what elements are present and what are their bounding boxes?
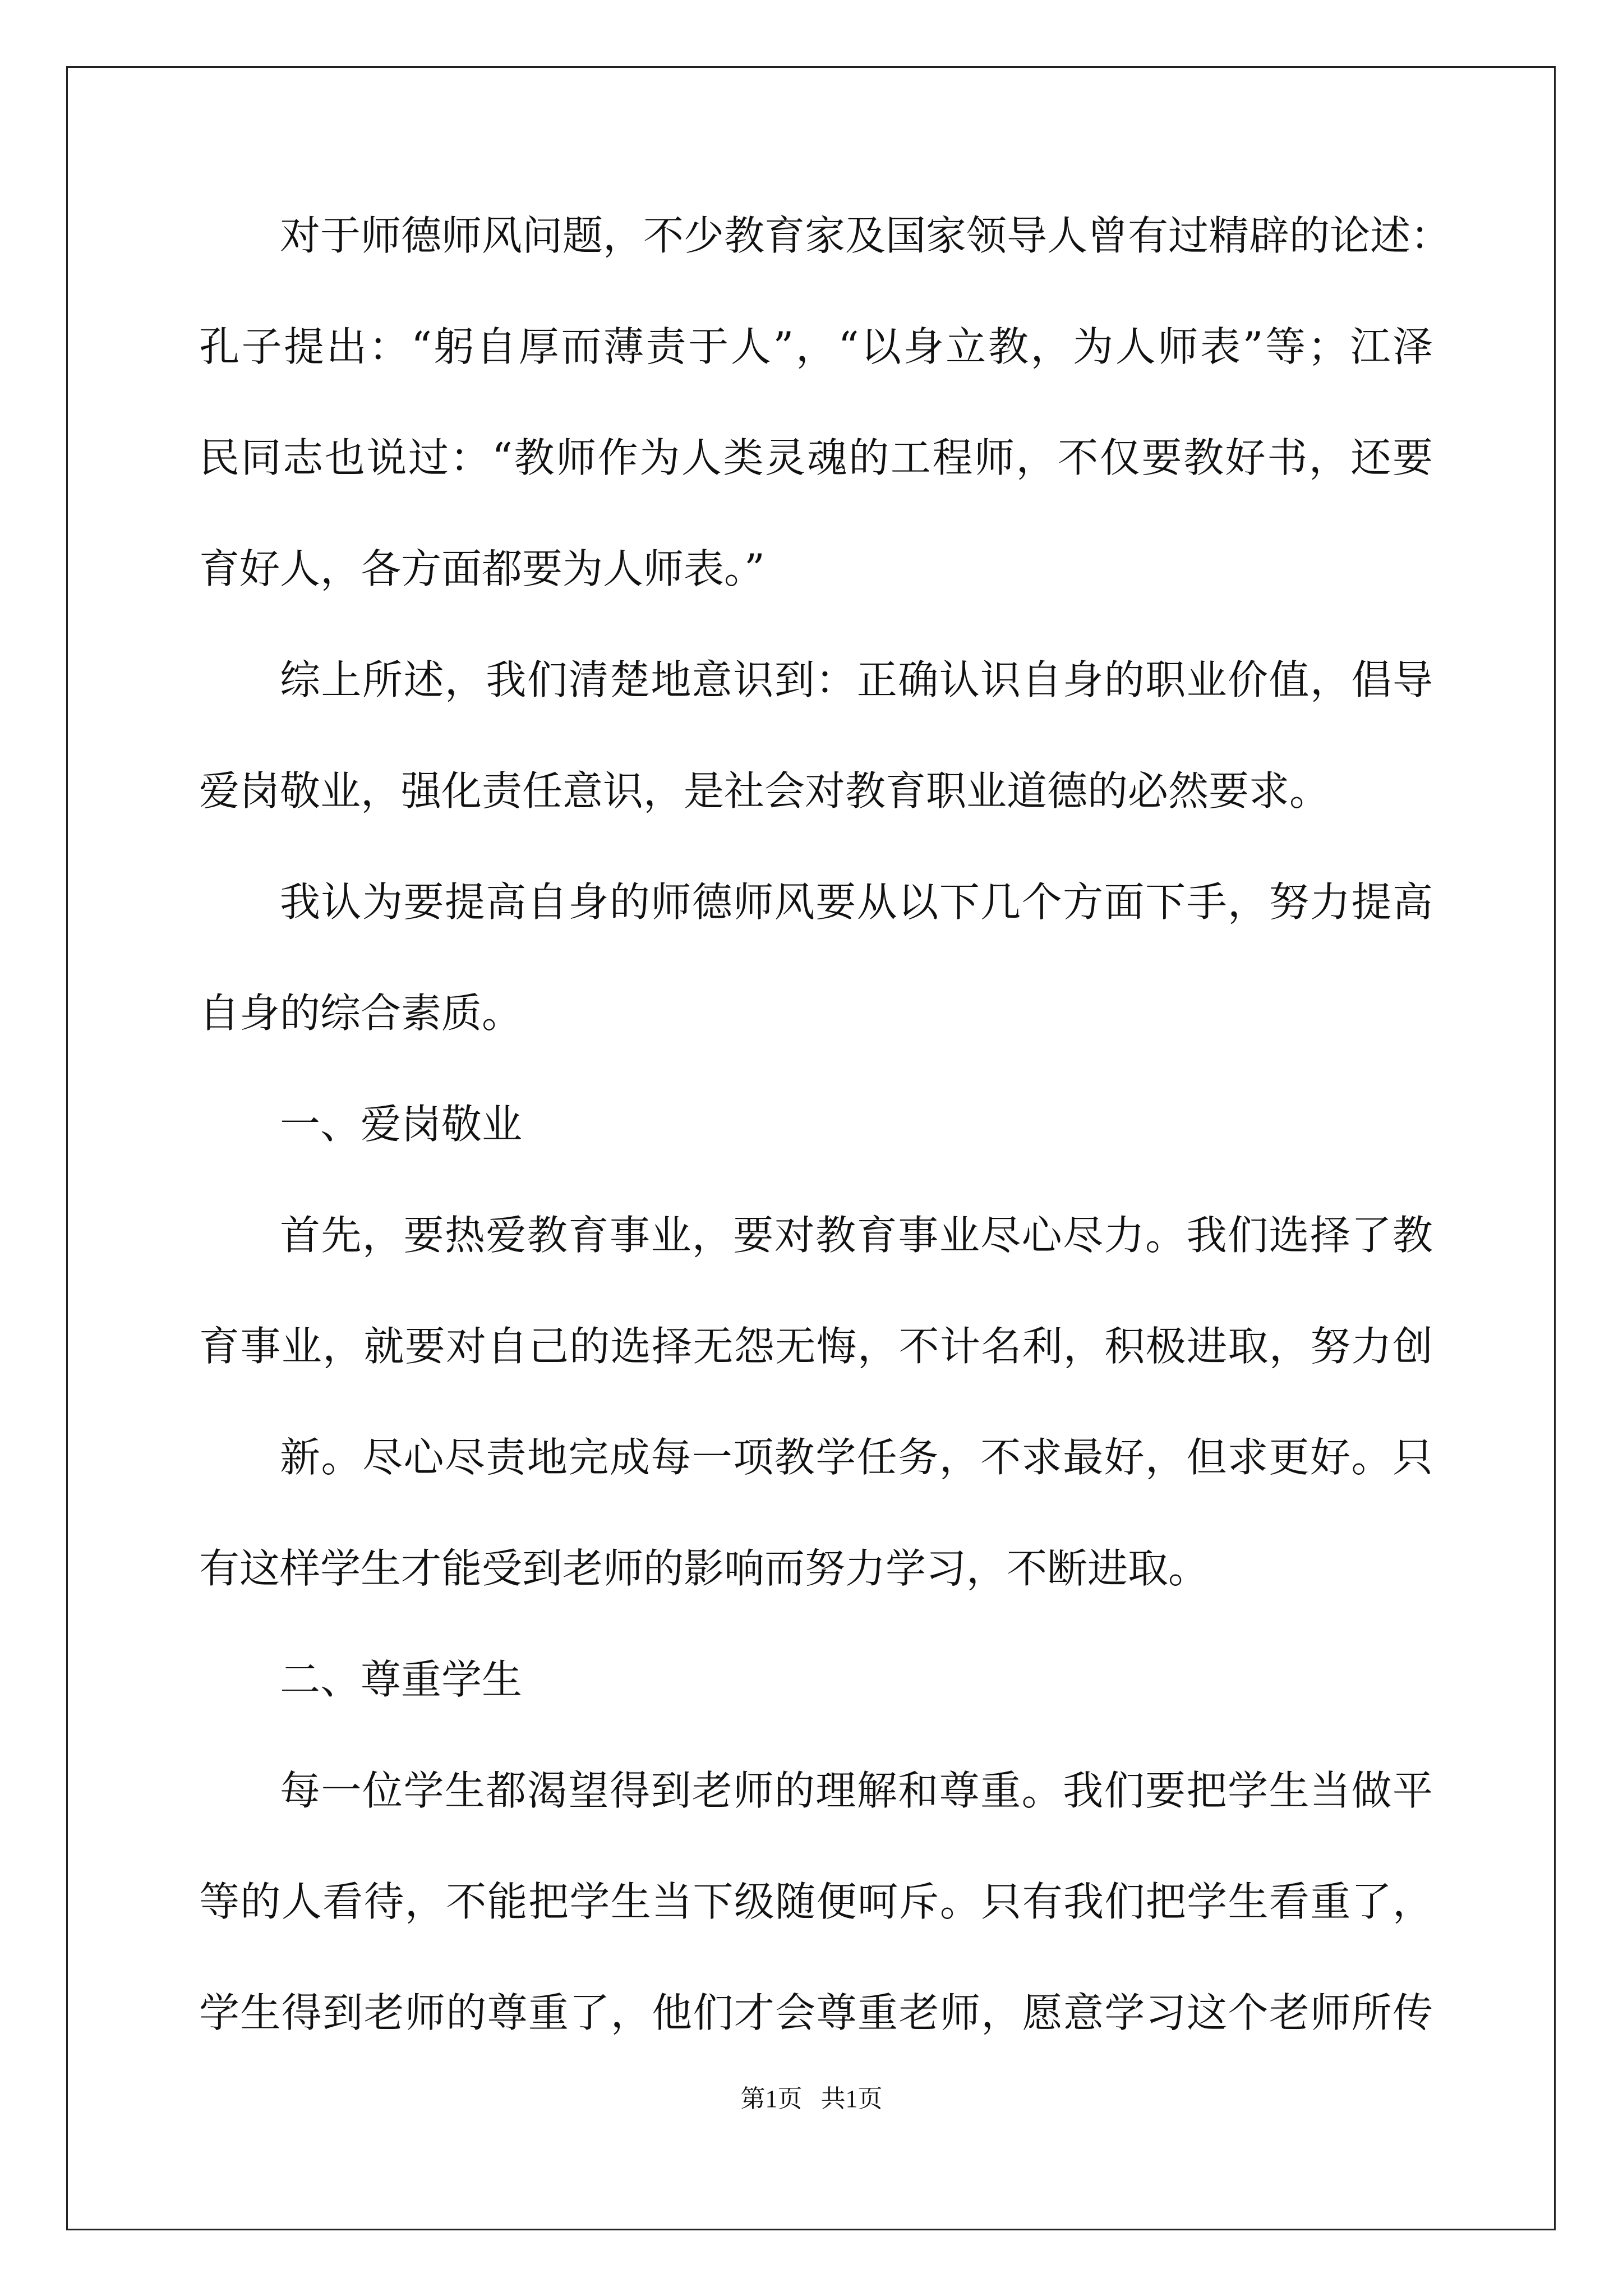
text-line: 新。尽心尽责地完成每一项教学任务，不求最好，但求更好。只 [280, 1434, 1433, 1481]
text-line: 育事业，就要对自己的选择无怨无悔，不计名利，积极进取，努力创 [199, 1323, 1433, 1370]
text-line: 综上所述，我们清楚地意识到：正确认识自身的职业价值，倡导 [280, 656, 1433, 703]
text-line: 学生得到老师的尊重了，他们才会尊重老师，愿意学习这个老师所传 [199, 1989, 1433, 2036]
section-heading: 一、爱岗敬业 [280, 1101, 523, 1148]
text-line: 爱岗敬业，强化责任意识，是社会对教育职业道德的必然要求。 [199, 767, 1330, 815]
section-heading: 二、尊重学生 [280, 1656, 523, 1703]
text-line: 每一位学生都渴望得到老师的理解和尊重。我们要把学生当做平 [280, 1767, 1433, 1814]
text-line: 育好人，各方面都要为人师表。” [199, 545, 765, 592]
text-line: 自身的综合素质。 [199, 990, 523, 1037]
text-line: 有这样学生才能受到老师的影响而努力学习，不断进取。 [199, 1545, 1209, 1592]
text-line: 我认为要提高自身的师德师风要从以下几个方面下手，努力提高 [280, 878, 1433, 926]
page-number-footer: 第1页 共1页 [740, 2085, 883, 2113]
text-line: 孔子提出：“躬自厚而薄责于人”，“以身立教，为人师表”等；江泽 [199, 323, 1433, 370]
text-line: 等的人看待，不能把学生当下级随便呵斥。只有我们把学生看重了， [199, 1878, 1433, 1925]
text-line: 首先，要热爱教育事业，要对教育事业尽心尽力。我们选择了教 [280, 1212, 1433, 1259]
text-line: 民同志也说过：“教师作为人类灵魂的工程师，不仅要教好书，还要 [199, 434, 1433, 481]
text-line: 对于师德师风问题，不少教育家及国家领导人曾有过精辟的论述： [280, 212, 1451, 259]
